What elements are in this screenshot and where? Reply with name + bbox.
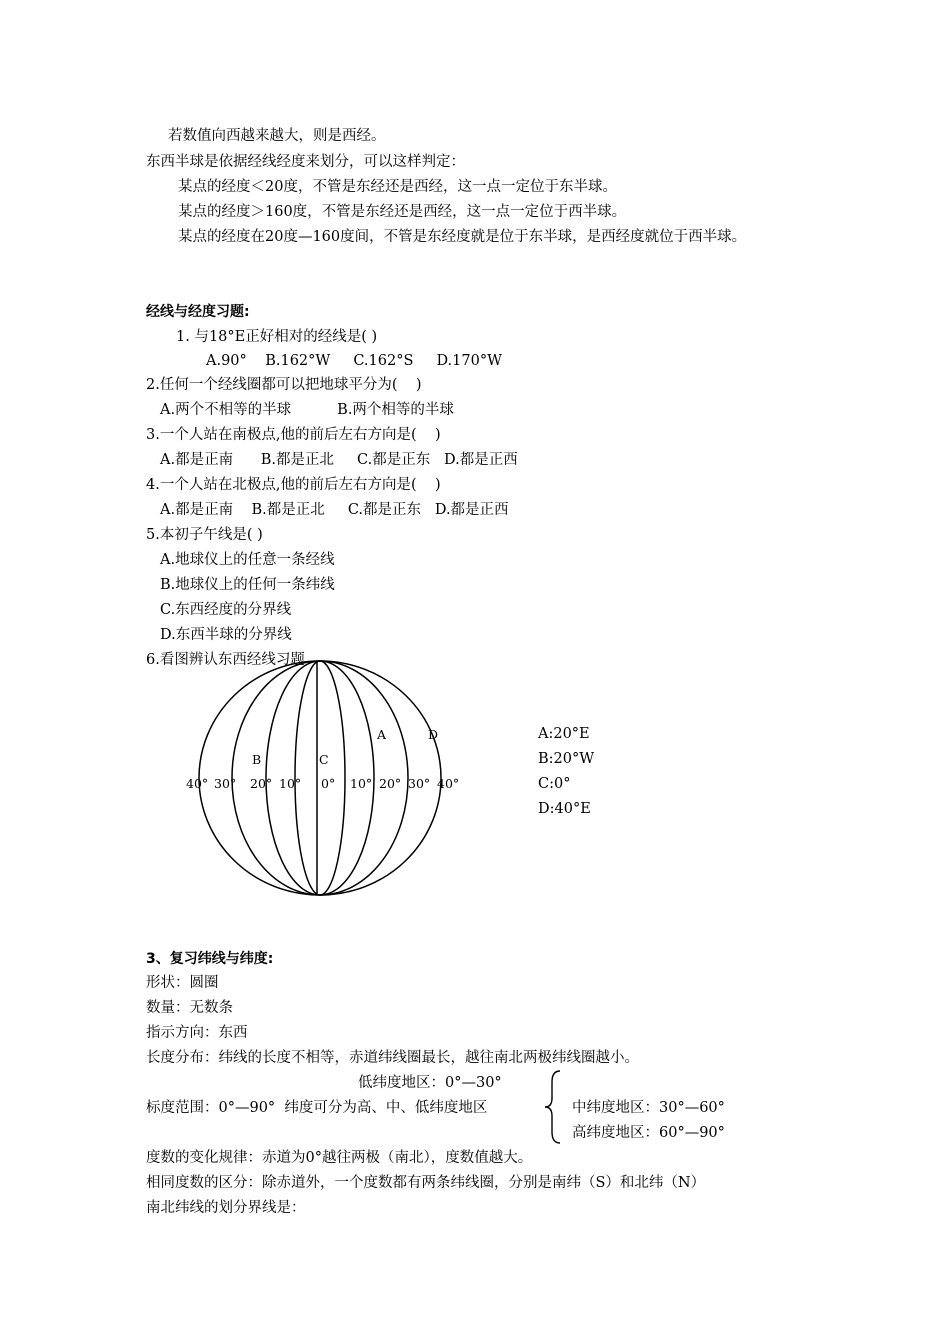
question-5-option-d: D.东西半球的分界线 <box>160 627 292 643</box>
rule-west: 某点的经度＞160度，不管是东经还是西经，这一点一定位于西半球。 <box>178 204 627 220</box>
question-3: 3.一个人站在南极点,他的前后左右方向是( ) <box>146 427 441 443</box>
question-6: 6.看图辨认东西经线习题 <box>146 652 305 668</box>
question-5-option-c: C.东西经度的分界线 <box>160 602 292 618</box>
degree-label-e40: 40° <box>437 776 460 791</box>
latitude-range: 标度范围：0°—90° 纬度可分为高、中、低纬度地区 <box>146 1100 488 1116</box>
brace-icon <box>540 1068 566 1146</box>
answer-a: A:20°E <box>538 726 590 742</box>
question-3-options: A.都是正南 B.都是正北 C.都是正东 D.都是正西 <box>160 452 518 468</box>
question-1-options: A.90° B.162°W C.162°S D.170°W <box>206 353 502 369</box>
rule-between: 某点的经度在20度—160度间，不管是东经度就是位于东半球，是西经度就位于西半球。 <box>178 229 747 245</box>
question-5-option-b: B.地球仪上的任何一条纬线 <box>160 577 335 593</box>
question-5-option-a: A.地球仪上的任意一条经线 <box>160 552 335 568</box>
latitude-direction: 指示方向：东西 <box>146 1025 248 1041</box>
latitude-boundary: 南北纬线的划分界线是： <box>146 1200 306 1216</box>
latitude-length: 长度分布：纬线的长度不相等，赤道纬线圈最长，越往南北两极纬线圈越小。 <box>146 1050 639 1066</box>
latitude-mid-zone: 中纬度地区：30°—60° <box>572 1100 725 1116</box>
degree-label-w10: 10° <box>279 776 302 791</box>
latitude-change-rule: 度数的变化规律：赤道为0°越往两极（南北），度数值越大。 <box>146 1150 533 1166</box>
degree-label-w20: 20° <box>250 776 273 791</box>
degree-label-e30: 30° <box>408 776 431 791</box>
degree-label-e10: 10° <box>350 776 373 791</box>
degree-label-e20: 20° <box>379 776 402 791</box>
degree-label-w40: 40° <box>186 776 209 791</box>
latitude-high-zone: 高纬度地区：60°—90° <box>572 1125 725 1141</box>
label-b: B <box>252 752 262 767</box>
latitude-same-degree: 相同度数的区分：除赤道外，一个度数都有两条纬线圈，分别是南纬（S）和北纬（N） <box>146 1175 706 1191</box>
intro-line-west: 若数值向西越来越大，则是西经。 <box>168 128 386 144</box>
label-c: C <box>319 752 329 767</box>
question-5: 5.本初子午线是( ) <box>146 527 263 543</box>
question-4: 4.一个人站在北极点,他的前后左右方向是( ) <box>146 477 441 493</box>
question-1: 1. 与18°E正好相对的经线是( ) <box>176 329 378 345</box>
label-a: A <box>377 727 387 742</box>
question-2: 2.任何一个经线圈都可以把地球平分为( ) <box>146 377 422 393</box>
answer-c: C:0° <box>538 776 571 792</box>
meridian-ellipse-inner <box>295 661 345 895</box>
exercise-heading: 经线与经度习题: <box>146 304 250 320</box>
label-d: D <box>428 727 439 742</box>
answer-d: D:40°E <box>538 801 591 817</box>
intro-hemisphere-rule: 东西半球是依据经线经度来划分，可以这样判定： <box>146 154 465 170</box>
answer-b: B:20°W <box>538 751 595 767</box>
latitude-heading: 3、复习纬线与纬度: <box>146 951 274 967</box>
latitude-low-zone: 低纬度地区：0°—30° <box>358 1075 502 1091</box>
question-2-options: A.两个不相等的半球 B.两个相等的半球 <box>160 402 454 418</box>
degree-label-0: 0° <box>321 776 336 791</box>
rule-east: 某点的经度＜20度，不管是东经还是西经，这一点一定位于东半球。 <box>178 179 617 195</box>
latitude-shape: 形状：圆圈 <box>146 975 219 991</box>
question-4-options: A.都是正南 B.都是正北 C.都是正东 D.都是正西 <box>160 502 509 518</box>
degree-label-w30: 30° <box>214 776 237 791</box>
globe-meridian-diagram <box>180 655 470 905</box>
latitude-count: 数量：无数条 <box>146 1000 233 1016</box>
